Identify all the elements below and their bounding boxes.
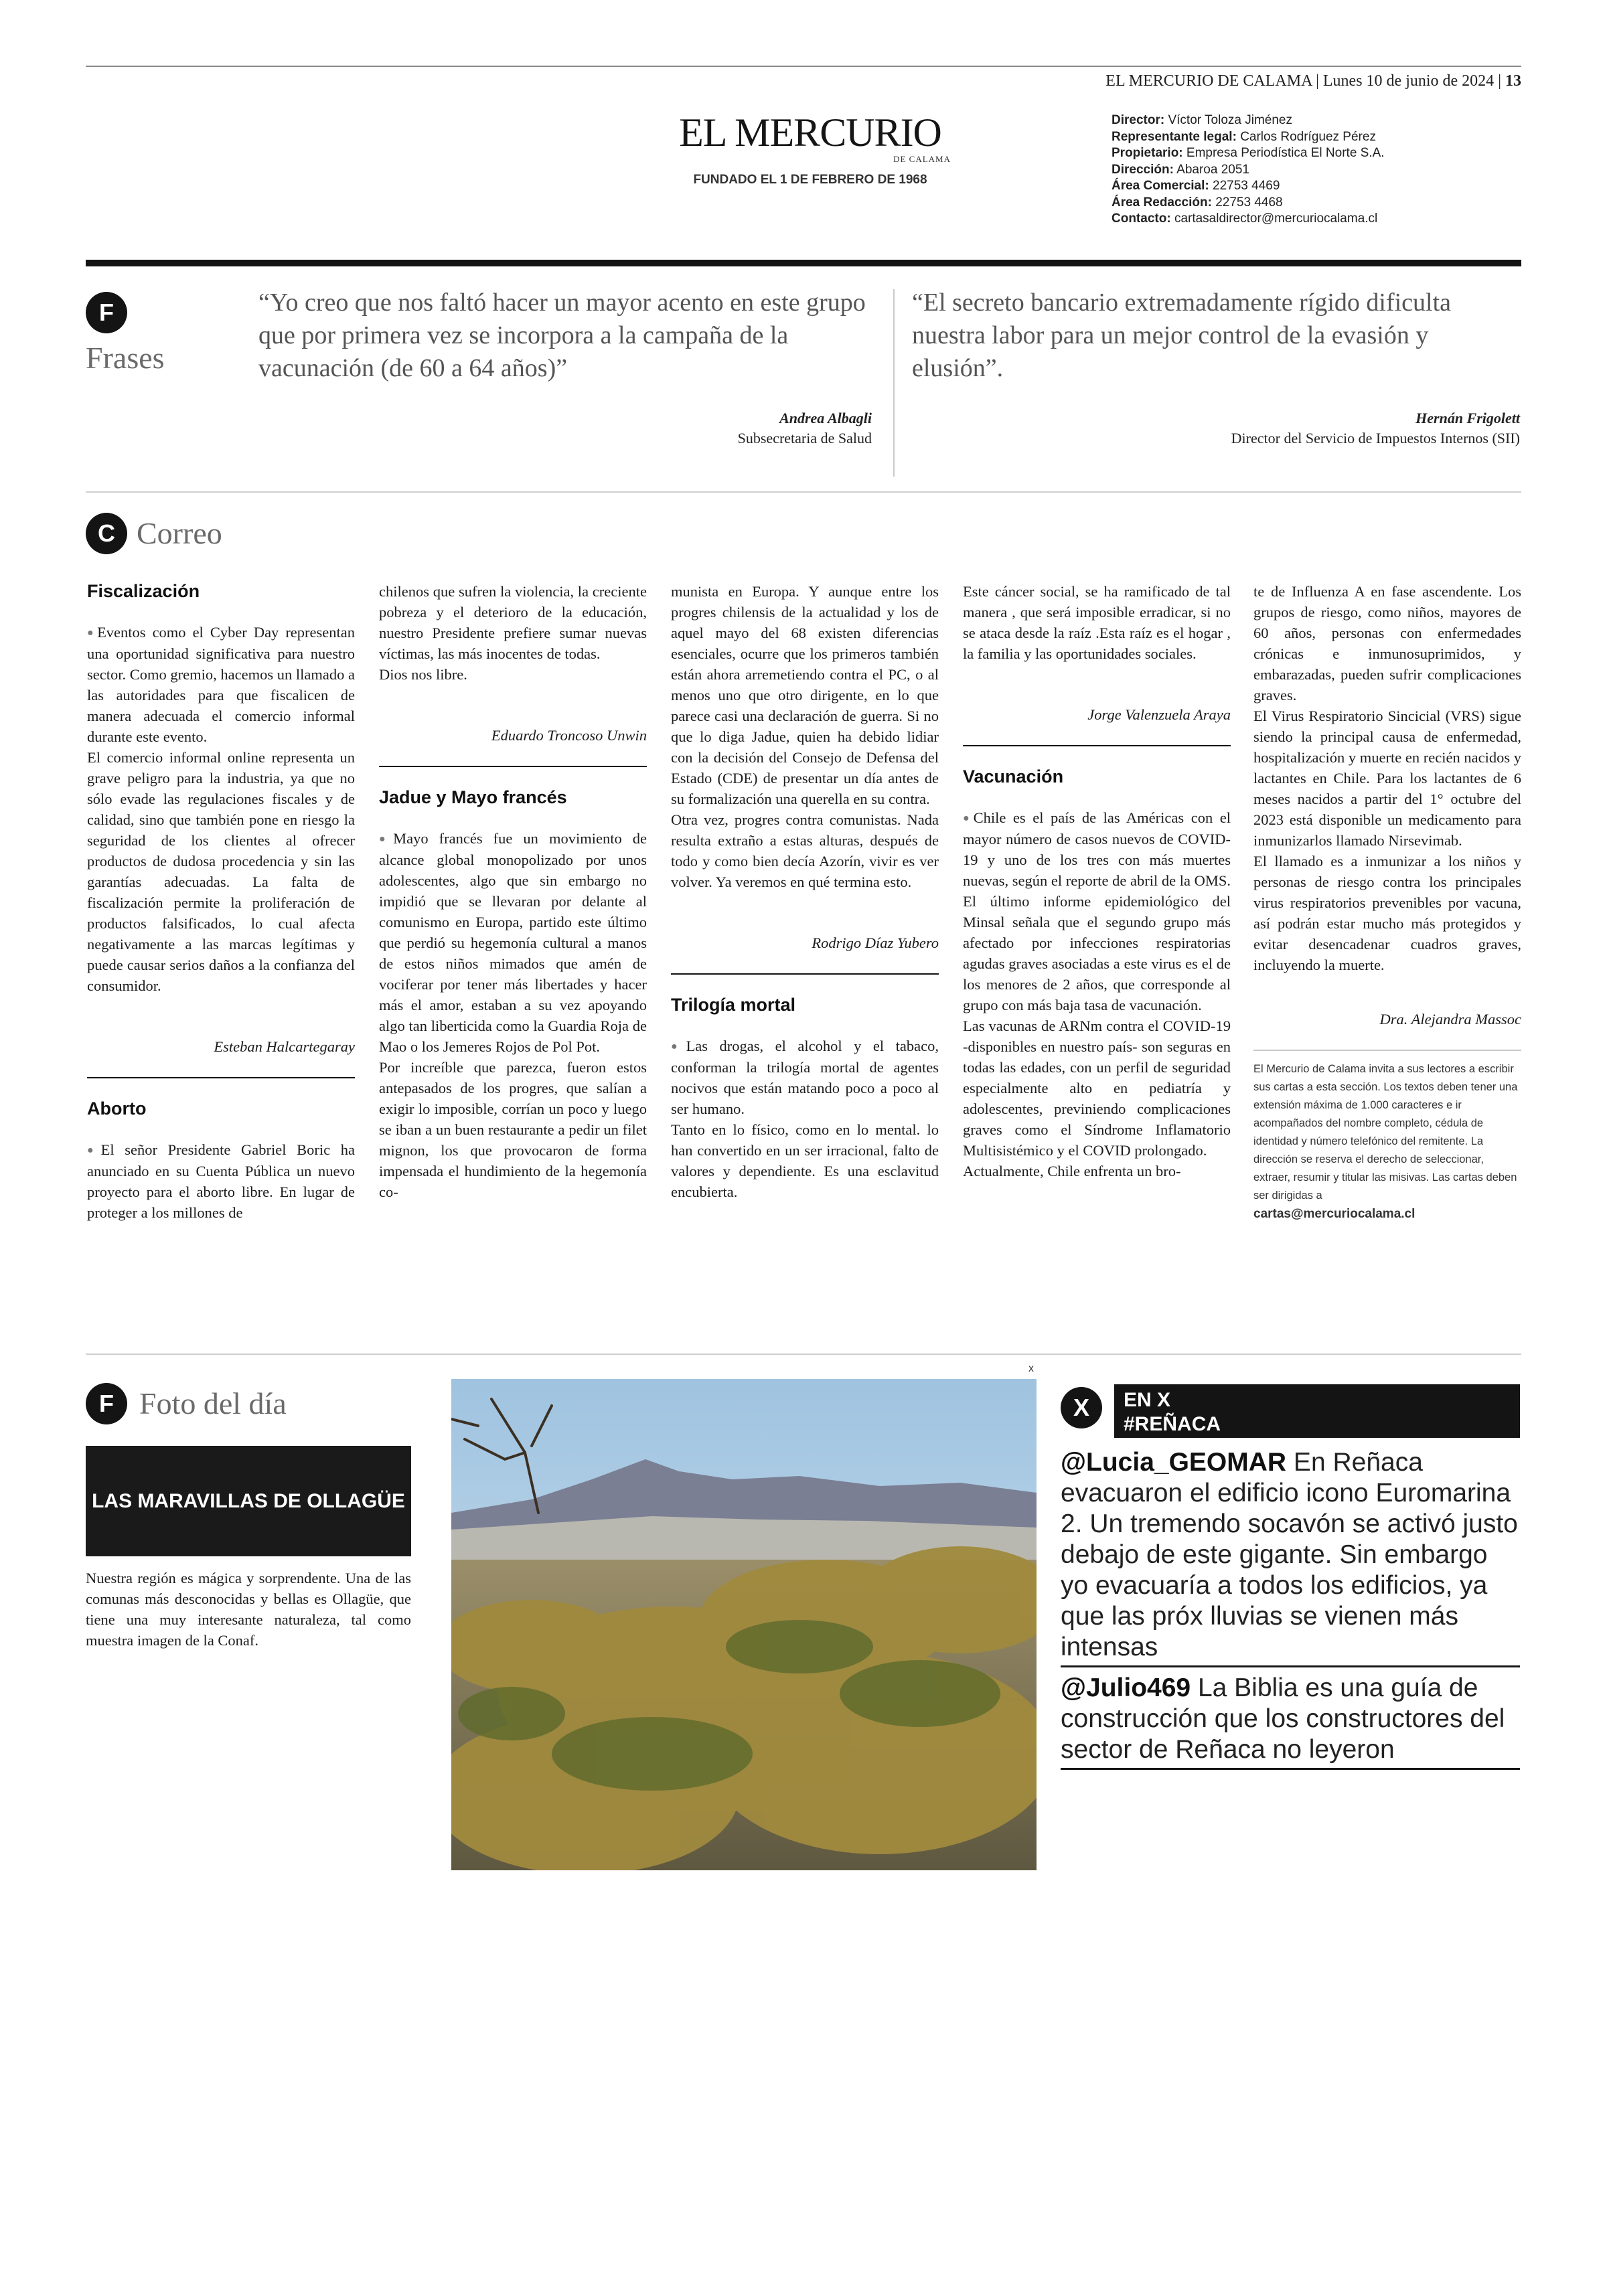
letter-signature: Jorge Valenzuela Araya (1087, 706, 1231, 723)
photo-caption: Nuestra región es mágica y sorprendente. Una de las comunas más desconocidas y bellas es Ollagüe, que tiene una muy interesante naturaleza, tal como muestra imagen de la Conaf. (86, 1570, 411, 1649)
staff-row: Director: Víctor Toloza Jiménez (1112, 113, 1292, 127)
quote-2-author: Hernán Frigolett (1415, 410, 1520, 426)
letter-paragraph: Por increíble que parezca, fueron estos antepasados de los progres, que salían a exigir lo imposible, corrían un poco y luego se iban a un buen restaurante a pedir un filet mignon, los que provocaron de forma impensada el hundimiento de la hegemonía co- (379, 1059, 647, 1200)
letter-signature: Esteban Halcartegaray (214, 1038, 355, 1055)
staff-row: Dirección: Abaroa 2051 (1112, 162, 1249, 177)
photo-close-mark: x (1028, 1363, 1034, 1374)
letter-separator (87, 1077, 355, 1078)
letter-paragraph: ● El señor Presidente Gabriel Boric ha anunciado en su Cuenta Pública un nuevo proyecto para el aborto libre. En lugar de proteger a los millones de (87, 1139, 355, 1223)
staff-row[interactable]: Contacto: cartasaldirector@mercuriocalama.cl (1112, 212, 1378, 226)
quote-2: “El secreto bancario extremadamente rígido dificulta nuestra labor para un mejor control de la evasión y elusión”. (912, 289, 1452, 382)
letter-separator (379, 766, 647, 767)
letter-paragraph: ● Las drogas, el alcohol y el tabaco, conforman la trilogía mortal de agentes nocivos que están matando poco a poco al ser humano. (671, 1036, 939, 1119)
letter-separator (963, 745, 1231, 746)
foto-label: Foto del día (139, 1386, 287, 1420)
staff-row: Área Redacción: 22753 4468 (1112, 195, 1283, 210)
letter-paragraph: Las vacunas de ARNm contra el COVID-19 -disponibles en nuestro país- son seguras en todas las edades, con un perfil de seguridad especialmente alto en pediatría y adolescentes, previniendo complicaciones graves como el Síndrome Inflamatorio Multisistémico y el COVID prolongado. (963, 1017, 1231, 1159)
masthead-logo (670, 112, 951, 187)
letter-paragraph: Actualmente, Chile enfrenta un bro- (963, 1163, 1181, 1179)
letter-paragraph: El comercio informal online representa un grave peligro para la industria, ya que no sólo evade las regulaciones fiscales y de calidad, sino que también pone en riesgo la seguridad de los clientes al ofrecer productos de dudosa procedencia y sin las garantías adecuadas. La falta de fiscalización permite la proliferación de productos falsificados, lo cual afecta negativamente a las marcas legítimas y puede causar serios daños a la confianza del consumidor. (87, 749, 355, 994)
correo-bottom-rule (86, 1354, 1521, 1355)
letter-heading: Aborto (87, 1098, 147, 1119)
letter-paragraph: El llamado es a inmunizar a los niños y personas de riesgo contra los principales virus respiratorios prevenibles por vacuna, así podrán estar mucho más protegidos y evitar desencadenar cuadros graves, incluyendo la muerte. (1253, 853, 1521, 973)
letter-signature: Rodrigo Díaz Yubero (812, 934, 939, 951)
letter-heading: Trilogía mortal (671, 995, 796, 1015)
ollague-landscape-image (451, 1379, 1037, 1870)
photo-title: LAS MARAVILLAS DE OLLAGÜE (92, 1489, 405, 1512)
enx-line-1: EN X (1124, 1389, 1171, 1411)
tweet-handle[interactable]: @Julio469 (1061, 1673, 1191, 1702)
photo-title-box (86, 1446, 411, 1556)
notice-rule (1253, 1050, 1521, 1051)
letters-column-4 (963, 581, 1231, 1181)
folio: EL MERCURIO DE CALAMA | Lunes 10 de junio de 2024 | 13 (1105, 72, 1521, 90)
quotes-divider (893, 289, 895, 477)
letter-paragraph: munista en Europa. Y aunque entre los progres chilensis de la actualidad y los de aquel mayo del 68 existen diferencias esenciales, ocurre que los primeros también están ahora arremetiendo contra el PC, o al menos uno que otro dirigente, en lo que parece casi una declaración de guerra. Si no que lo diga Jadue, quien ha debido lidiar con la decisión del Consejo de Defensa del Estado (CDE) de presentar un día antes de su formalización una querella en su contra. (671, 583, 939, 807)
letters-column-5 (1253, 581, 1521, 1224)
folio-paper: EL MERCURIO DE CALAMA (1105, 72, 1312, 90)
tweet-text: En Reñaca evacuaron el edificio icono Euromarina 2. Un tremendo socavón se activó justo debajo de este gigante. Sin embargo yo evacuaría a todos los edificios, ya que las próx lluvias se vienen más intensas (1061, 1448, 1518, 1661)
staff-box (1112, 112, 1513, 228)
letters-email-link[interactable]: cartas@mercuriocalama.cl (1253, 1207, 1415, 1221)
tweet-item (1061, 1673, 1520, 1770)
logo-name: EL MERCURIO (679, 110, 941, 155)
letter-heading: Vacunación (963, 766, 1064, 787)
correo-badge: C (86, 513, 127, 554)
tweet-handle[interactable]: @Lucia_GEOMAR (1061, 1448, 1287, 1477)
letter-paragraph: Tanto en lo físico, como en lo mental. lo han convertido en un ser irracional, falto de valores y dependiente. Es una esclavitud encubierta. (671, 1121, 939, 1200)
letters-notice: El Mercurio de Calama invita a sus lectores a escribir sus cartas a esta sección. Los textos deben tener una extensión máxima de 1.000 caracteres e ir acompañados del nombre completo, cédula de identidad y número telefónico del remitente. La dirección se reserva el derecho de seleccionar, extraer, resumir y titular las misivas. Las cartas deben ser dirigidas a cartas@mercuriocalama.cl (1253, 1063, 1518, 1221)
letter-paragraph: chilenos que sufren la violencia, la creciente pobreza y el deterioro de la educación, nuestro Presidente prefiere sumar nuevas víctimas, las más inocentes de todas. (379, 583, 647, 662)
quote-1-role: Subsecretaria de Salud (737, 430, 872, 446)
letter-heading: Jadue y Mayo francés (379, 787, 567, 807)
letter-paragraph: El Virus Respiratorio Sincicial (VRS) sigue siendo la principal causa de enfermedad, hospitalización y muerte en recién nacidos y lactantes en Chile. Para los lactantes de 6 meses nacidos a partir del 1° octubre del 2023 está disponible un medicamento para inmunizarlos llamado Nirsevimab. (1253, 708, 1521, 849)
staff-row: Propietario: Empresa Periodística El Norte S.A. (1112, 146, 1385, 160)
quote-1-author: Andrea Albagli (779, 410, 872, 426)
frases-label: Frases (86, 341, 165, 375)
letter-heading: Fiscalización (87, 581, 200, 601)
letter-paragraph: Otra vez, progres contra comunistas. Nada resulta extraño a estas alturas, después de todo y como bien decía Azorín, vivir es ver volver. Ya veremos en qué termina esto. (671, 811, 939, 890)
section-rule (86, 260, 1521, 266)
quote-1: “Yo creo que nos faltó hacer un mayor acento en este grupo que por primera vez se incorpora a la campaña de la vacunación (de 60 a 64 años)” (258, 289, 866, 382)
staff-row: Representante legal: Carlos Rodríguez Pérez (1112, 129, 1376, 144)
enx-band (1114, 1384, 1520, 1438)
staff-row: Área Comercial: 22753 4469 (1112, 179, 1280, 193)
letters-column-3 (671, 581, 939, 1202)
x-badge: X (1061, 1387, 1102, 1428)
founded-line: FUNDADO EL 1 DE FEBRERO DE 1968 (693, 173, 927, 187)
letter-paragraph: te de Influenza A en fase ascendente. Los grupos de riesgo, como niños, mayores de 60 años, personas con enfermedades crónicas e inmunosuprimidos, y embarazadas, pueden sufrir complicaciones graves. (1253, 583, 1521, 704)
letter-separator (671, 973, 939, 975)
letter-paragraph: Dios nos libre. (379, 666, 467, 683)
correo-label: Correo (137, 516, 222, 550)
folio-date: Lunes 10 de junio de 2024 (1322, 72, 1495, 90)
letter-signature: Dra. Alejandra Massoc (1379, 1011, 1521, 1028)
letter-paragraph: ● Chile es el país de las Américas con el mayor número de casos nuevos de COVID-19 y uno de los tres con más muertes nuevas, según el reporte de abril de la OMS. El último informe epidemiológico del Minsal señala que el segundo grupo más afectado por infecciones respiratorias agudas graves asociadas a este virus es el de los menores de 2 años, que corresponde al grupo con más baja tasa de vacunación. (963, 807, 1231, 1015)
letters-column-1 (87, 581, 355, 1223)
tweet-list (1061, 1447, 1520, 1775)
letter-signature: Eduardo Troncoso Unwin (491, 727, 647, 744)
tweet-text: La Biblia es una guía de construcción que los constructores del sector de Reñaca no leyeron (1061, 1673, 1505, 1764)
tweet-item (1061, 1447, 1520, 1667)
frases-badge: F (86, 292, 127, 333)
letter-paragraph: ● Eventos como el Cyber Day representan una oportunidad significativa para nuestro sector. Como gremio, hacemos un llamado a las autoridades para que fiscalicen de manera adecuada el comercio informal durante este evento. (87, 622, 355, 747)
quote-2-role: Director del Servicio de Impuestos Internos (SII) (1231, 430, 1520, 446)
folio-page: 13 (1505, 72, 1521, 90)
enx-hashtag: #REÑACA (1124, 1413, 1221, 1435)
letter-paragraph: Este cáncer social, se ha ramificado de tal manera , que será imposible erradicar, si no se ataca desde la raíz .Esta raíz es el hogar , la familia y las oportunidades sociales. (963, 583, 1231, 662)
letters-column-2 (379, 581, 647, 1202)
foto-badge: F (86, 1383, 127, 1424)
frases-bottom-rule (86, 491, 1521, 493)
top-rule (86, 66, 1521, 67)
logo-sub: DE CALAMA (893, 154, 951, 164)
letter-paragraph: ● Mayo francés fue un movimiento de alcance global monopolizado por unos adolescentes, algo que sin embargo no impidió que se llevaran por delante al comunismo en Europa, partido este último que perdió su hegemonía cultural a manos de estos niños mimados que amén de vociferar por tener más libertades y hacer más el amor, estaban a su vez apoyando algo tan liberticida como la Guardia Roja de Mao o los Jemeres Rojos de Pol Pot. (379, 828, 647, 1057)
landscape-photo (451, 1379, 1037, 1870)
